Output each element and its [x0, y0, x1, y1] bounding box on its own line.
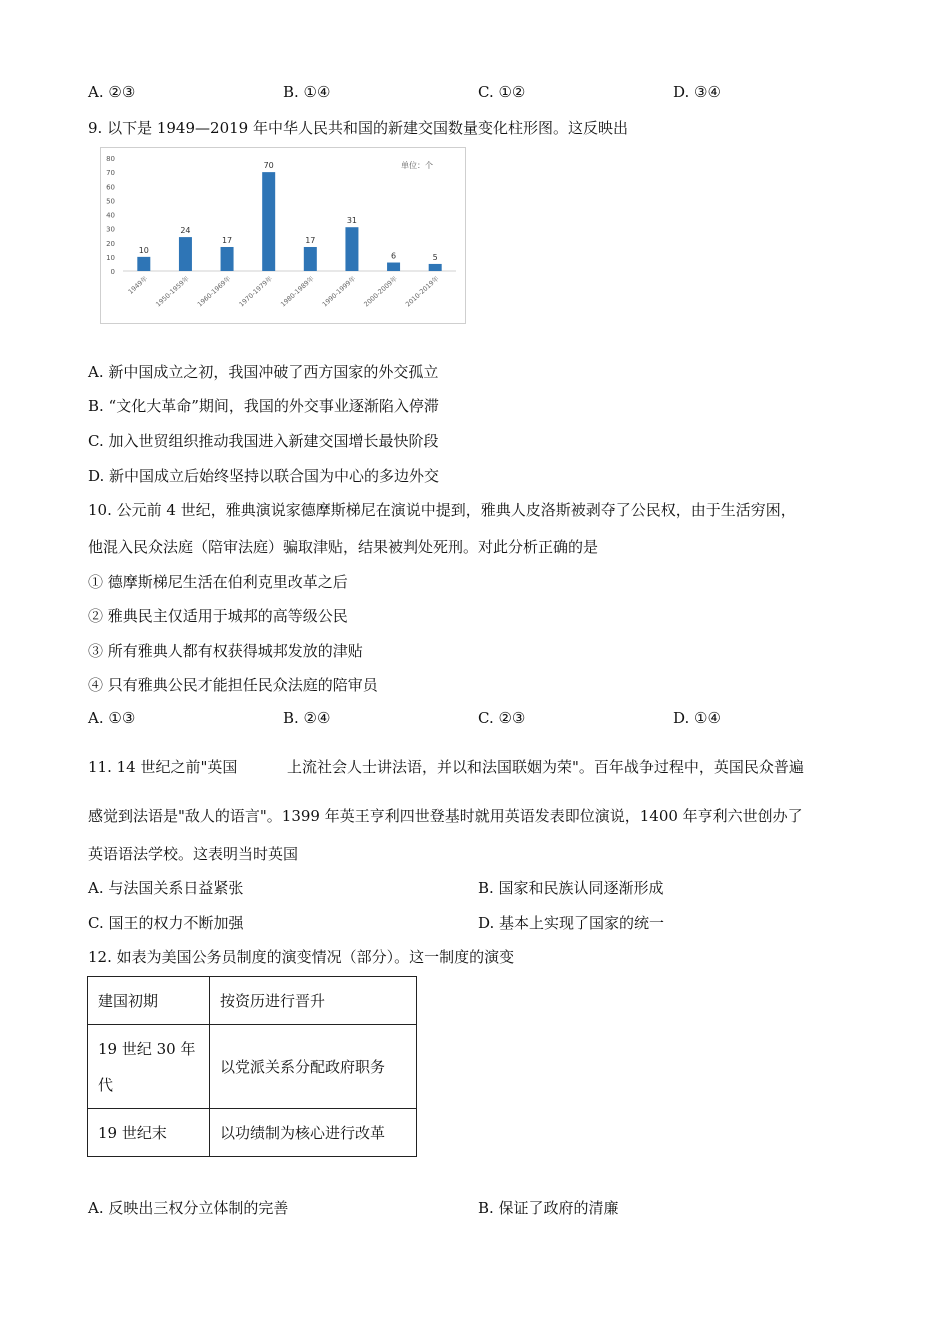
q10-options: [88, 709, 868, 727]
x-tick-label: 1950-1959年: [154, 274, 191, 309]
bar: [221, 247, 234, 271]
q11-option-d[interactable]: D. 基本上实现了国家的统一: [478, 914, 665, 932]
q12-options-row1: [88, 1197, 868, 1218]
bar: [387, 263, 400, 271]
q12-option-b[interactable]: B. 保证了政府的清廉: [478, 1199, 619, 1217]
bar: [179, 237, 192, 271]
q11-option-c[interactable]: C. 国王的权力不断加强: [88, 914, 244, 932]
table-cell-desc: 以党派关系分配政府职务: [210, 1025, 417, 1109]
table-cell-period-line2: 代: [98, 1075, 114, 1094]
bar: [262, 172, 275, 271]
q10-item-2: ② 雅典民主仅适用于城邦的高等级公民: [88, 607, 348, 625]
y-tick-label: 20: [106, 239, 115, 248]
data-label: 10: [138, 245, 149, 255]
q9-option-b[interactable]: B. “文化大革命”期间，我国的外交事业逐渐陷入停滞: [88, 397, 439, 415]
data-label: 31: [346, 216, 358, 226]
q10-option-a[interactable]: A. ①③: [88, 709, 136, 727]
x-tick-label: 1970-1979年: [237, 274, 275, 309]
y-tick-label: 80: [106, 155, 115, 163]
q9-option-d[interactable]: D. 新中国成立后始终坚持以联合国为中心的多边外交: [88, 467, 440, 485]
q10-item-4: ④ 只有雅典公民才能担任民众法庭的陪审员: [88, 676, 378, 694]
table-row: [88, 1025, 417, 1109]
q10-stem-line1: 10. 公元前 4 世纪，雅典演说家德摩斯梯尼在演说中提到，雅典人皮洛斯被剥夺了公民权，由于生活穷困，: [88, 501, 796, 519]
unit-label: 单位：个: [401, 161, 433, 170]
bar: [304, 247, 317, 271]
q10-option-b[interactable]: B. ②④: [283, 709, 331, 727]
table-cell-period-line1: 19 世纪 30 年: [98, 1039, 196, 1058]
q11-option-b[interactable]: B. 国家和民族认同逐渐形成: [478, 879, 664, 897]
x-tick-label: 1980-1989年: [279, 274, 316, 309]
data-label: 17: [221, 235, 233, 245]
table-cell-period: 19 世纪末: [88, 1109, 210, 1157]
q11-stem-line1-a: 11. 14 世纪之前"英国: [88, 758, 238, 776]
q10-item-1: ① 德摩斯梯尼生活在伯利克里改革之后: [88, 573, 348, 591]
q9-bar-chart: [100, 147, 466, 324]
y-tick-label: 60: [106, 183, 115, 192]
q12-stem: 12. 如表为美国公务员制度的演变情况（部分）。这一制度的演变: [88, 948, 515, 966]
table-cell-desc: 按资历进行晋升: [210, 977, 417, 1025]
x-tick-label: 1960-1969年: [195, 274, 233, 309]
table-cell-period: 建国初期: [88, 977, 210, 1025]
q10-option-d[interactable]: D. ①④: [673, 709, 721, 727]
q8-option-c[interactable]: C. ①②: [478, 83, 526, 101]
q8-option-b[interactable]: B. ①④: [283, 83, 331, 101]
x-tick-label: 1990-1999年: [320, 274, 358, 309]
y-tick-label: 30: [106, 225, 115, 234]
y-tick-label: 70: [106, 169, 115, 178]
q8-option-d[interactable]: D. ③④: [673, 83, 721, 101]
bar: [345, 227, 358, 271]
q10-item-3: ③ 所有雅典人都有权获得城邦发放的津贴: [88, 642, 363, 660]
q8-options: [88, 83, 868, 101]
data-label: 17: [305, 235, 316, 245]
table-row: [88, 977, 417, 1025]
table-row: [88, 1109, 417, 1157]
q11-options-row2: [88, 912, 868, 933]
q8-option-a[interactable]: A. ②③: [88, 83, 136, 101]
q10-stem-line2: 他混入民众法庭（陪审法庭）骗取津贴，结果被判处死刑。对此分析正确的是: [88, 538, 599, 556]
x-tick-label: 2000-2009年: [362, 274, 399, 309]
civil-service-table: [87, 976, 417, 1157]
q11-options-row1: [88, 877, 868, 898]
y-tick-label: 40: [106, 211, 115, 220]
q9-option-c[interactable]: C. 加入世贸组织推动我国进入新建交国增长最快阶段: [88, 432, 439, 450]
q11-stem-line2: 感觉到法语是"敌人的语言"。1399 年英王亨利四世登基时就用英语发表即位演说，1400 年亨利六世创办了: [88, 807, 803, 825]
bar-chart-svg: [101, 148, 465, 323]
x-tick-label: 1949年: [126, 274, 150, 296]
q11-stem-line3: 英语语法学校。这表明当时英国: [88, 845, 299, 863]
y-tick-label: 10: [106, 253, 115, 262]
y-tick-label: 0: [110, 268, 115, 276]
q11-option-a[interactable]: A. 与法国关系日益紧张: [88, 879, 244, 897]
data-label: 6: [391, 251, 397, 261]
y-tick-label: 50: [106, 197, 115, 206]
q10-option-c[interactable]: C. ②③: [478, 709, 526, 727]
bar: [137, 257, 150, 271]
q9-option-a[interactable]: A. 新中国成立之初，我国冲破了西方国家的外交孤立: [88, 363, 439, 381]
q9-stem: 9. 以下是 1949—2019 年中华人民共和国的新建交国数量变化柱形图。这反映出: [88, 119, 628, 137]
data-label: 24: [180, 226, 191, 236]
table-cell-desc: 以功绩制为核心进行改革: [210, 1109, 417, 1157]
x-tick-label: 2010-2019年: [404, 274, 441, 309]
q12-option-a[interactable]: A. 反映出三权分立体制的完善: [88, 1199, 289, 1217]
data-label: 70: [263, 161, 274, 171]
q11-stem-line1-b: 上流社会人士讲法语，并以和法国联姻为荣"。百年战争过程中，英国民众普遍: [287, 758, 804, 776]
data-label: 5: [432, 252, 438, 262]
bar: [429, 264, 442, 271]
table-cell-period: [88, 1025, 210, 1109]
